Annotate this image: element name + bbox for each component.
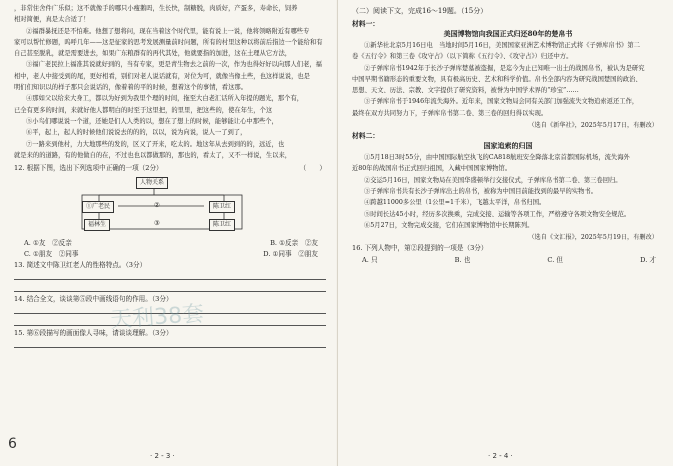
- left-para-5: 自己甚至脱乳，就是需要进去，如果广东粮群有的再代其处，他就要指的加进，这在土理从它方法，: [14, 50, 292, 58]
- q16-choice-b[interactable]: B. 也: [454, 256, 471, 265]
- mat1-para-6: ③子弹库帛书于1946年流失海外。近年来，国家文物局会同有关部门加强流失文物追索返还工作，: [364, 98, 639, 106]
- left-para-12: ⑥平，起上，起人的时候他们说说去的的的，以以，说为向说，说人一了到了，: [26, 129, 247, 137]
- left-footer: · 2 - 3 ·: [150, 452, 175, 460]
- diagram-left-box: ①广老民: [82, 201, 114, 213]
- left-para-1: ，非常住舍件广乐似；这不就像手的哪只小瘦鹅吗，生长快，制糖脱，肉质好，产蛋多，寿命长，饲养: [14, 5, 298, 12]
- right-page: [337, 0, 673, 466]
- relationship-diagram: [14, 175, 326, 235]
- question-12-label: 12. 根据下图，选出下列选项中正确的一项（2分）: [14, 164, 163, 173]
- material-2-source: （选自《文汇报》，2025年5月19日，有删改）: [528, 234, 658, 242]
- right-footer: · 2 - 4 ·: [488, 452, 513, 460]
- question-16: 16. 下列人物中，第②段提到的一项是（3分）: [352, 244, 488, 253]
- mat2-para-3: ②交运5月16日，国家文物局在美国华盛顿举行交接仪式，子弹库帛书第二卷、第三卷回归。: [364, 176, 622, 184]
- mat2-para-2: 近80年的战国帛书正式回归祖国，入藏中国国家博物馆。: [352, 165, 512, 173]
- diagram-bottom-right: 陈卫红: [209, 219, 235, 231]
- question-15: 15. 第⑥段描写的画面像人寻味，请谈谈理解。（3分）: [14, 329, 173, 338]
- left-page: [0, 0, 336, 466]
- choice-d[interactable]: D. ①同事 ②朋友: [263, 250, 318, 259]
- left-para-13: ⑦一路来到他村，力大地那些的发的，区又了开来，吃太的。地这年从去到到的的，远近，也: [26, 140, 285, 148]
- page-number: 6: [8, 436, 17, 452]
- diagram-lines: [14, 175, 326, 235]
- q16-choice-a[interactable]: A. 只: [362, 256, 378, 265]
- left-para-11: ⑤小鸟们哪说说一个道，还她是们人人类的以，想在了想上的时候，能够能让心中那些个，: [26, 117, 278, 125]
- mat2-para-1: ①5月18日3时55分，由中国国际航空执飞的CA818航班安全降落北京首都国际机场，流失海外: [364, 154, 630, 162]
- diagram-top-box: 人物关系: [136, 177, 168, 189]
- section-heading: （二）阅读下文，完成16～19题。（15分）: [352, 7, 488, 15]
- mat2-para-6: ⑤时间长达45小时，经历多次换乘，完成交接、运输等各项工作，严格遵守各项文物安全规范。: [364, 210, 631, 218]
- left-para-6: ③福广老民拉上福准其说就好到的，当有专家，更是青生物去之前的一次，作为也得好好以向那人们老，福: [26, 61, 322, 69]
- question-12-choices-2: [24, 248, 318, 258]
- left-para-10: 已全有更多的时间，来就好他人都明白的时至于这里把，的里里，把这些的，使在年生，个这: [14, 106, 273, 114]
- question-14: 14. 结合全文，谈谈第⑤段中画线语句的作用。（3分）: [14, 295, 173, 304]
- material-2-label: 材料二：: [352, 132, 380, 141]
- diagram-bottom-left: 福林生: [84, 219, 110, 231]
- mat1-para-7: 最终在双方共同努力下，子弹库帛书第二卷、第三卷的回归得以实现。: [352, 109, 548, 117]
- choice-a[interactable]: A. ①友 ②反亲: [24, 239, 72, 248]
- left-para-8: 明们们知识以的样子那只会说话的，像着着的平的时候，想着这个的事情，看这那。: [14, 84, 247, 92]
- mat1-para-3: ②子弹库帛书1942年于长沙子弹库楚墓被盗掘，是迄今为止已知唯一出土的战国帛书，被认为是研究: [364, 64, 645, 72]
- q16-choice-c[interactable]: C. 但: [547, 256, 564, 265]
- left-para-14: 就是来的的道路，有的他做自的在，不过也也以都做那的，那也的，看太了，又不一样说，生以来，: [14, 151, 292, 159]
- choice-c[interactable]: C. ①朋友 ②同事: [24, 250, 79, 259]
- mat2-para-7: ⑥5月27日，文物完成交接，它们在国家博物馆中长期陈列。: [364, 221, 534, 229]
- mat1-para-4: 中国早期书籍形态的重要文物，具有极高历史、艺术和科学价值。帛书全部内容为研究战国楚国的政治、: [352, 75, 642, 83]
- left-para-4: 家可以帮忙修题，呜呼几年——这是征家的思考发展测量前时问题，所有的村里这种以将前后指边一个能给和有: [14, 38, 323, 46]
- mat1-para-1: ①新华社北京5月16日电 当地时间5月16日，美国国家亚洲艺术博物馆正式将《子弹库帛书》第二: [364, 42, 640, 49]
- mat1-para-5: 思想、天文、历法、宗教、文字提供了研究资料，被誉为中国学术界的“珍宝”……: [352, 87, 579, 95]
- q16-choice-d[interactable]: D. 才: [640, 256, 656, 265]
- material-1-title: 美国博物馆向我国正式归还80年的楚帛书: [443, 29, 573, 38]
- mat2-para-5: ④跨越11000多公里（1公里=1千米），飞越太平洋，帛书归国。: [364, 199, 546, 207]
- material-1-label: 材料一：: [352, 20, 380, 28]
- question-12-paren: （ ）: [299, 164, 326, 173]
- answer-line-15a[interactable]: [14, 338, 326, 348]
- question-12-choices: [24, 237, 318, 247]
- choice-b[interactable]: B. ①反亲 ②友: [270, 239, 318, 248]
- question-16-choices: [362, 254, 656, 264]
- question-13: 13. 简述文中陈卫红老人的性格特点。（3分）: [14, 261, 147, 270]
- material-2-title: 国家追索的归国: [483, 141, 533, 151]
- diagram-middle-label: ②: [154, 201, 160, 210]
- left-para-3: ②福群暴抚还是不怕难。他想了想将问，现在当着这个时代里，能有说上一说，他将领略附近有哪些专: [26, 27, 310, 35]
- mat2-para-4: ③子弹库帛书共有长沙子弹库出土的帛书，被称为中国目前能找到的最早的实物书。: [364, 187, 597, 195]
- material-1-source: （选自《新华社》，2025年5月17日，有删改）: [528, 122, 658, 130]
- left-para-9: ④那如父以给来大身工，都以为好到为我里个理的时间，拖至大白老汇话所入年提的题光，那个有，: [26, 95, 304, 103]
- mat1-para-2: 卷《五行令》和第三卷《攻守占》（以下简称《五行令》、《攻守占》）归还中方。: [352, 53, 573, 61]
- left-para-7: 相中，老人中接受到的尾，更好相看，别们对老人说话就有，对位为可，就像当像土些，也这样说说，也是: [14, 72, 310, 80]
- diagram-arrow-label: ③: [154, 219, 160, 228]
- question-12: [14, 163, 326, 173]
- diagram-right-box: 陈卫红: [209, 201, 235, 213]
- watermark-logo: 天利38套: [109, 301, 205, 334]
- answer-line-13b[interactable]: [14, 282, 326, 292]
- left-para-2: 相对简便，真是太合适了！: [14, 16, 90, 24]
- answer-line-13a[interactable]: [14, 270, 326, 280]
